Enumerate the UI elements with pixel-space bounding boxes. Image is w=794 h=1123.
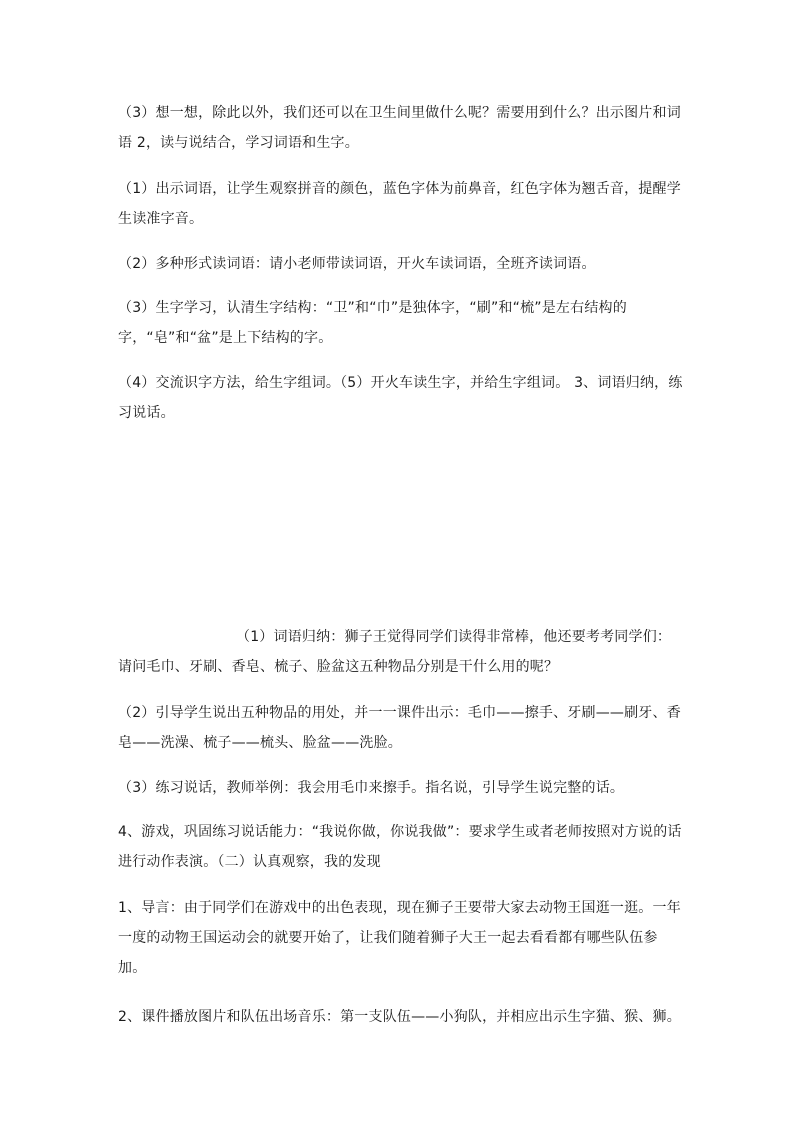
paragraph-7: （2）引导学生说出五种物品的用处，并一一课件出示：毛巾——擦手、牙刷——刷牙、香皂——洗澡、梳子——梳头、脸盆——洗脸。 [118, 705, 681, 751]
paragraph-11: 2、课件播放图片和队伍出场音乐：第一支队伍——小狗队，并相应出示生字猫、猴、狮。 [118, 1009, 681, 1025]
paragraph-4: （3）生字学习，认清生字结构：“卫”和“巾”是独体字，“刷”和“梳”是左右结构的字，“皂”和“盆”是上下结构的字。 [118, 300, 627, 346]
paragraph-5: （4）交流识字方法，给生字组词。（5）开火车读生字，并给生字组词。 3、词语归纳，练习说话。 [118, 375, 683, 421]
paragraph-8: （3）练习说话，教师举例：我会用毛巾来擦手。指名说，引导学生说完整的话。 [118, 780, 625, 796]
paragraph-2: （1）出示词语，让学生观察拼音的颜色，蓝色字体为前鼻音，红色字体为翘舌音，提醒学生读准字音。 [118, 181, 681, 227]
paragraph-1: （3）想一想，除此以外，我们还可以在卫生间里做什么呢？需要用到什么？出示图片和词语 2，读与说结合，学习词语和生字。 [118, 105, 681, 151]
paragraph-9: 4、游戏，巩固练习说话能力：“我说你做，你说我做”：要求学生或者老师按照对方说的话进行动作表演。（二）认真观察，我的发现 [118, 824, 682, 870]
paragraph-10: 1、导言：由于同学们在游戏中的出色表现，现在狮子王要带大家去动物王国逛一逛。一年一度的动物王国运动会的就要开始了，让我们随着狮子大王一起去看看都有哪些队伍参加。 [118, 900, 681, 976]
paragraph-3: （2）多种形式读词语：请小老师带读词语，开火车读词语，全班齐读词语。 [118, 256, 596, 272]
paragraph-6: （1）词语归纳：狮子王觉得同学们读得非常棒，他还要考考同学们：请问毛巾、牙刷、香皂、梳子、脸盆这五种物品分别是干什么用的呢？ [118, 629, 672, 675]
